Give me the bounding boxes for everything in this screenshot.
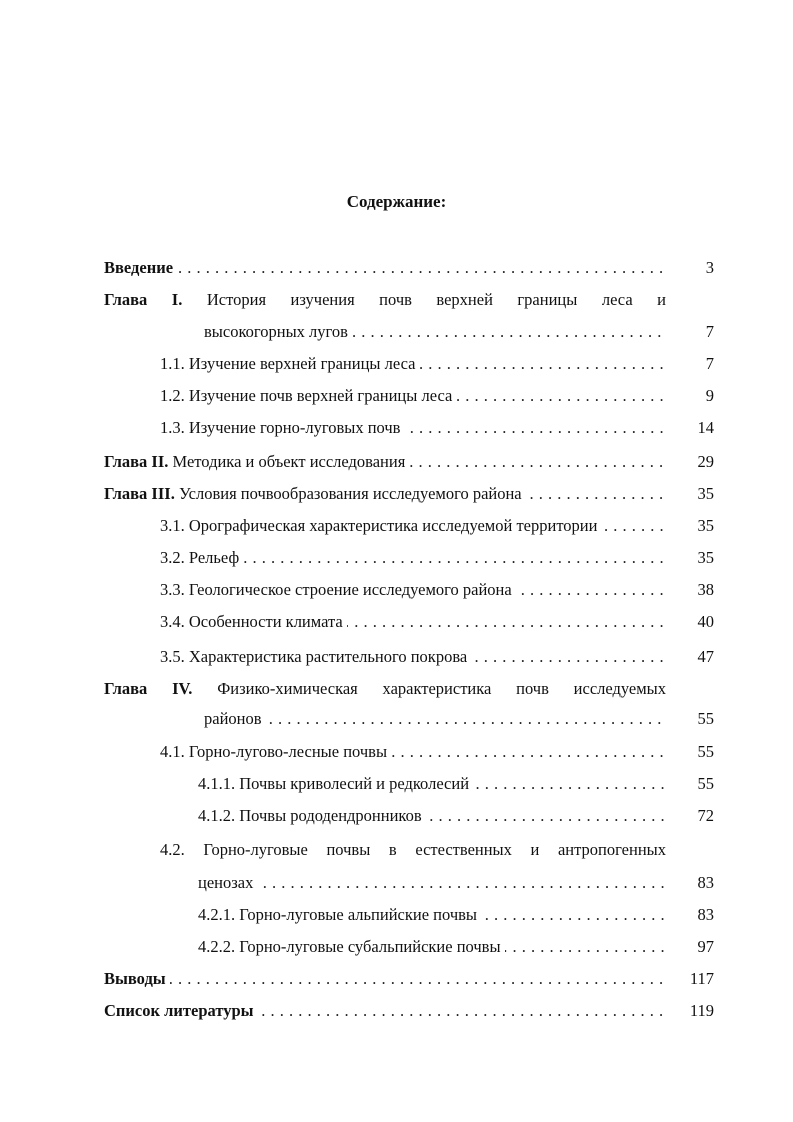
toc-entry-chapter-4	[104, 677, 666, 701]
toc-entry-label: 3.5. Характеристика растительного покрова	[160, 645, 471, 669]
toc-entry-chapter-1	[104, 288, 666, 312]
toc-entry-label: Список литературы	[104, 999, 258, 1023]
toc-page-number: 38	[697, 580, 714, 599]
toc-entry-3-2	[160, 546, 666, 570]
toc-entry-introduction	[104, 256, 666, 280]
toc-entry-1-1	[160, 352, 666, 376]
toc-page-number: 40	[697, 612, 714, 631]
toc-entry-1-2	[160, 384, 666, 408]
toc-entry-chapter-1-cont	[204, 320, 666, 344]
toc-entry-label: 3.2. Рельеф	[160, 546, 243, 570]
toc-page-number: 29	[697, 452, 714, 471]
toc-entry-label: Методика и объект исследования	[172, 452, 406, 471]
toc-page-number: 47	[697, 647, 714, 666]
toc-page-number: 7	[705, 322, 714, 341]
toc-page-number: 72	[697, 806, 714, 825]
toc-entry-references	[104, 999, 666, 1023]
toc-entry-3-4	[160, 610, 666, 634]
toc-page-number: 97	[697, 937, 714, 956]
toc-entry-chapter-4-cont	[204, 707, 666, 731]
toc-entry-label: 4.2.1. Горно-луговые альпийские почвы	[198, 903, 481, 927]
toc-entry-3-5	[160, 645, 666, 669]
toc-entry-label: История изучения почв верхней границы леса и	[206, 290, 666, 309]
toc-page-number: 7	[705, 354, 714, 373]
toc-entry-label: 4.1.1. Почвы криволесий и редколесий	[198, 772, 473, 796]
toc-entry-label: 4.1.2. Почвы рододендронников	[198, 804, 426, 828]
toc-entry-label: высокогорных лугов	[204, 320, 352, 344]
toc-entry-label: 1.1. Изучение верхней границы леса	[160, 352, 419, 376]
toc-page-number: 3	[705, 258, 714, 277]
toc-page-number: 35	[697, 516, 714, 535]
toc-entry-chapter-2	[104, 450, 666, 474]
toc-entry-1-3	[160, 416, 666, 440]
toc-entry-label: 3.4. Особенности климата	[160, 610, 347, 634]
toc-page-number: 35	[697, 484, 714, 503]
toc-entry-4-1-1	[198, 772, 666, 796]
toc-entry-label: 4.2.2. Горно-луговые субальпийские почвы	[198, 935, 505, 959]
toc-entry-4-2: 4.2. Горно-луговые почвы в естественных и антропогенных	[160, 840, 666, 859]
page-title: Содержание:	[346, 192, 447, 211]
toc-entry-3-3	[160, 578, 666, 602]
toc-entry-4-2-1	[198, 903, 666, 927]
toc-page-number: 35	[697, 548, 714, 567]
toc-entry-label: 3.1. Орографическая характеристика исследуемой территории	[160, 514, 601, 538]
toc-entry-conclusions	[104, 967, 666, 991]
toc-entry-label: районов	[204, 707, 266, 731]
toc-entry-label: ценозах	[198, 871, 257, 895]
toc-entry-label: Введение	[104, 256, 177, 280]
toc-page-number: 55	[697, 774, 714, 793]
toc-entry-label: Физико-химическая характеристика почв исследуемых	[217, 679, 667, 698]
toc-entry-4-2-cont	[198, 871, 666, 895]
toc-entry-label: Условия почвообразования исследуемого района	[178, 484, 522, 503]
toc-entry-label: 4.1. Горно-лугово-лесные почвы	[160, 740, 391, 764]
toc-chapter-label: Глава III.	[104, 484, 175, 503]
toc-entry-label: Выводы	[104, 967, 170, 991]
toc-entry-chapter-3	[104, 482, 666, 506]
toc-page-number: 55	[697, 709, 714, 728]
toc-entry-label: 1.2. Изучение почв верхней границы леса	[160, 384, 456, 408]
toc-entry-3-1	[160, 514, 666, 538]
toc-page-number: 83	[697, 905, 714, 924]
toc-entry-label: 3.3. Геологическое строение исследуемого района	[160, 578, 516, 602]
toc-chapter-label: Глава II.	[104, 452, 169, 471]
toc-page-number: 9	[705, 386, 714, 405]
toc-page-number: 55	[697, 742, 714, 761]
toc-chapter-label: Глава IV.	[104, 679, 193, 698]
toc-page-number: 117	[689, 969, 714, 988]
toc-page-number: 14	[697, 418, 714, 437]
toc-entry-label: 1.3. Изучение горно-луговых почв	[160, 416, 404, 440]
toc-chapter-label: Глава I.	[104, 290, 183, 309]
toc-entry-4-2-2	[198, 935, 666, 959]
toc-entry-4-1	[160, 740, 666, 764]
toc-page-number: 83	[697, 873, 714, 892]
toc-page-number: 119	[689, 1001, 714, 1020]
toc-entry-4-1-2	[198, 804, 666, 828]
